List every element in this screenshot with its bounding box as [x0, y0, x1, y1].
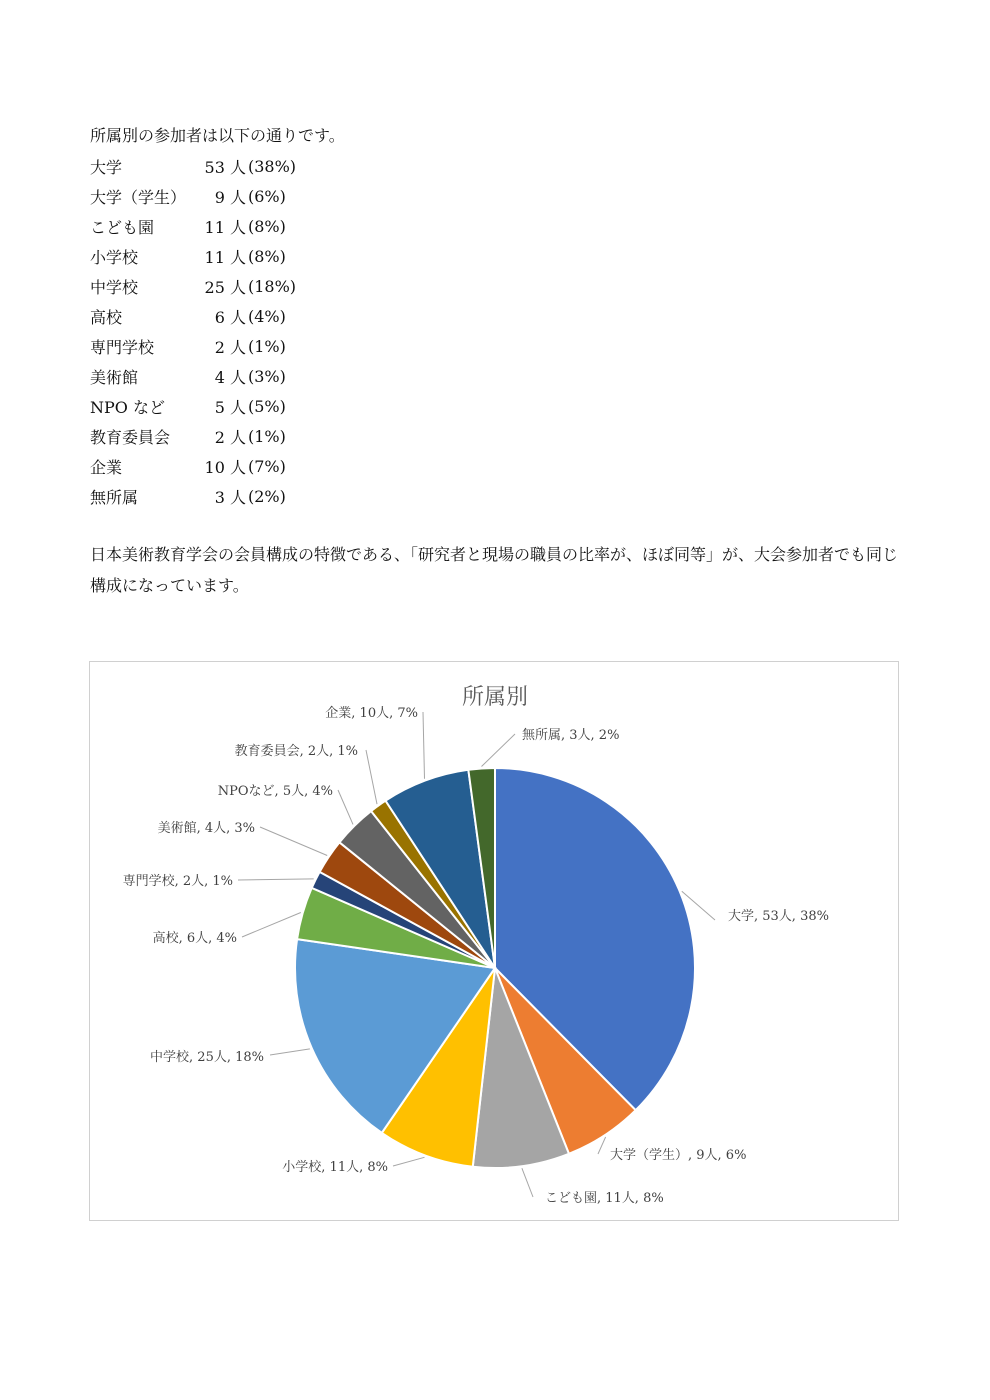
participant-table	[90, 151, 296, 511]
data-label: 美術館, 4人, 3%	[157, 821, 255, 836]
table-row	[90, 181, 296, 211]
table-row	[90, 301, 296, 331]
row-label: 小学校	[90, 247, 139, 267]
row-label: 美術館	[90, 367, 139, 387]
row-count: 11 人	[204, 247, 246, 267]
row-percent: (1%)	[248, 426, 286, 446]
row-count: 2 人	[214, 427, 246, 447]
row-percent: (5%)	[248, 396, 286, 416]
data-label: 高校, 6人, 4%	[152, 931, 237, 946]
pie-chart-svg	[90, 662, 900, 1222]
leader-line	[338, 790, 353, 824]
table-row	[90, 391, 296, 421]
row-count: 53 人	[204, 157, 246, 177]
leader-line	[270, 1049, 310, 1055]
row-count: 25 人	[204, 277, 246, 297]
row-percent: (18%)	[248, 276, 297, 296]
row-percent: (8%)	[248, 246, 286, 266]
row-percent: (4%)	[248, 306, 286, 326]
data-label: 小学校, 11人, 8%	[282, 1160, 388, 1175]
table-row	[90, 151, 296, 181]
row-count: 4 人	[214, 367, 246, 387]
row-percent: (3%)	[248, 366, 286, 386]
data-label: 企業, 10人, 7%	[325, 706, 418, 721]
row-label: NPO など	[90, 397, 165, 417]
row-label: 中学校	[90, 277, 139, 297]
row-percent: (1%)	[248, 336, 286, 356]
data-label: 大学（学生）, 9人, 6%	[610, 1148, 747, 1163]
row-label: 教育委員会	[90, 427, 171, 447]
table-row	[90, 241, 296, 271]
row-percent: (8%)	[248, 216, 286, 236]
chart-title: 所属別	[461, 685, 529, 710]
table-row	[90, 331, 296, 361]
row-label: 大学（学生）	[90, 187, 187, 207]
leader-line	[242, 913, 301, 938]
table-row	[90, 451, 296, 481]
data-label: 中学校, 25人, 18%	[150, 1050, 264, 1065]
data-label: 教育委員会, 2人, 1%	[234, 744, 358, 759]
pie-chart	[89, 661, 899, 1221]
table-row	[90, 211, 296, 241]
leader-line	[522, 1168, 533, 1197]
row-label: 大学	[90, 157, 123, 177]
leader-line	[423, 712, 425, 779]
row-count: 10 人	[204, 457, 246, 477]
table-row	[90, 361, 296, 391]
row-count: 9 人	[214, 187, 246, 207]
row-percent: (38%)	[248, 156, 297, 176]
row-label: 企業	[90, 457, 123, 477]
leader-line	[366, 750, 377, 804]
row-count: 3 人	[214, 487, 246, 507]
data-label: 大学, 53人, 38%	[728, 909, 829, 924]
data-label: 専門学校, 2人, 1%	[122, 874, 233, 889]
summary-paragraph: 日本美術教育学会の会員構成の特徴である、「研究者と現場の職員の比率が、ほぼ同等」が、大会参加者でも同じ構成になっています。	[90, 545, 899, 595]
row-count: 11 人	[204, 217, 246, 237]
row-label: こども園	[90, 217, 155, 237]
table-row	[90, 421, 296, 451]
leader-line	[238, 879, 314, 880]
row-label: 無所属	[90, 487, 139, 507]
data-label: NPOなど, 5人, 4%	[217, 784, 333, 799]
row-count: 6 人	[214, 307, 246, 327]
table-row	[90, 271, 296, 301]
row-label: 高校	[90, 307, 123, 327]
row-percent: (6%)	[248, 186, 286, 206]
row-count: 5 人	[214, 397, 246, 417]
row-label: 専門学校	[90, 337, 155, 357]
intro-text: 所属別の参加者は以下の通りです。	[90, 126, 345, 145]
row-percent: (7%)	[248, 456, 286, 476]
pie-slices	[295, 768, 695, 1168]
leader-line	[482, 734, 516, 767]
leader-line	[260, 827, 327, 856]
row-percent: (2%)	[248, 486, 286, 506]
row-count: 2 人	[214, 337, 246, 357]
table-row	[90, 481, 296, 511]
data-label: こども園, 11人, 8%	[545, 1191, 664, 1206]
data-label: 無所属, 3人, 2%	[522, 728, 620, 743]
leader-line	[393, 1157, 425, 1166]
